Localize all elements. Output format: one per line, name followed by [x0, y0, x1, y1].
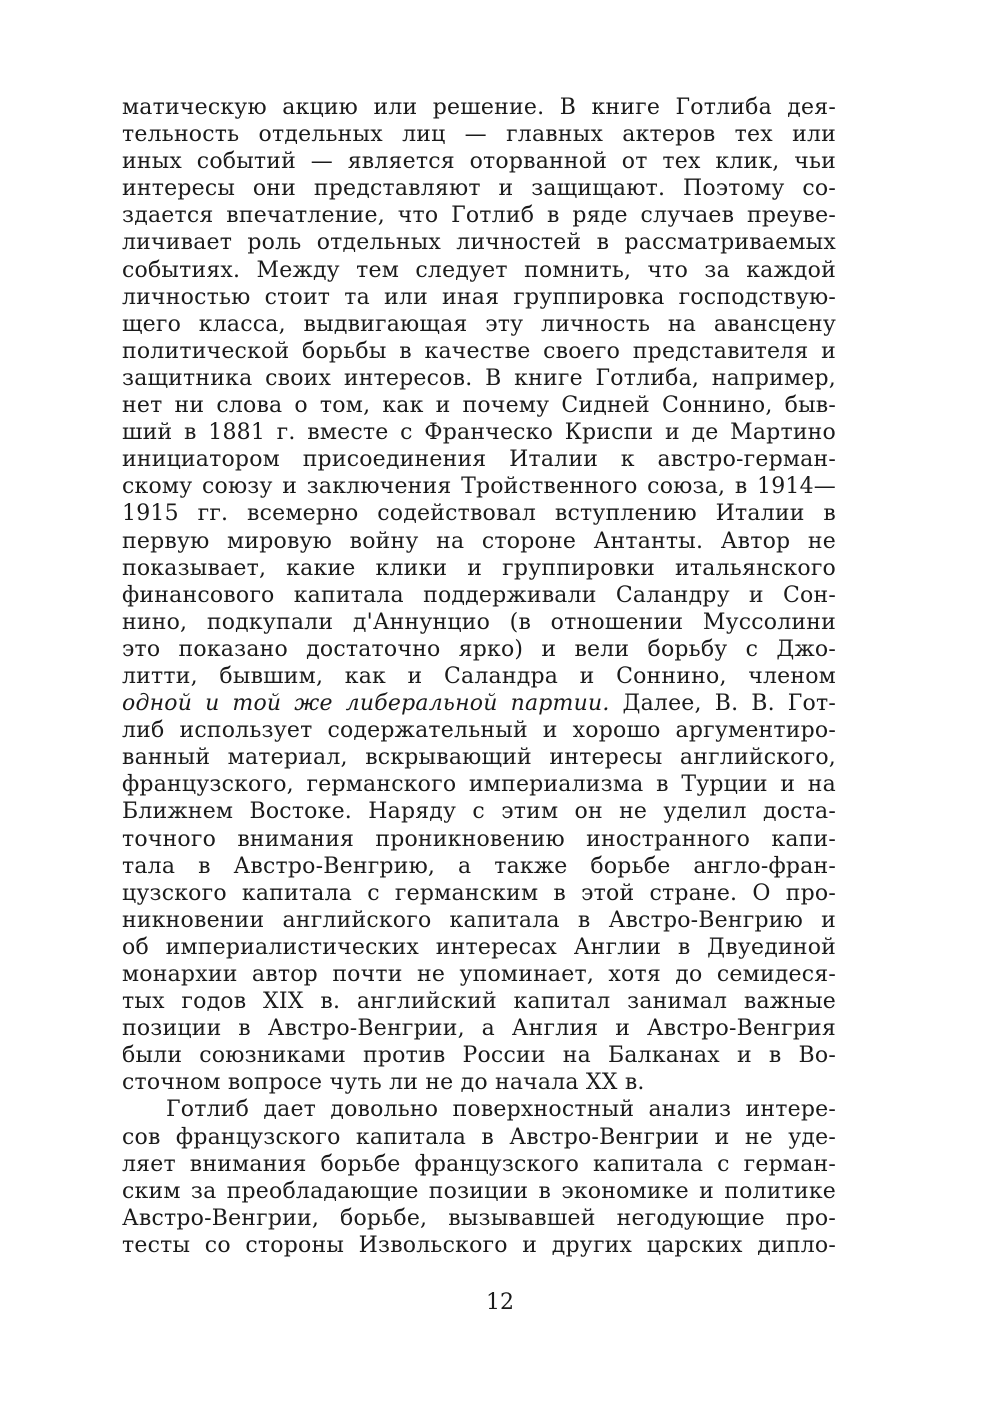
text-line: интересы они представляют и защищают. Поэтому со-	[122, 176, 836, 202]
text-line: нет ни слова о том, как и почему Сидней Соннино, быв-	[122, 393, 836, 419]
text-line: финансового капитала поддерживали Саландру и Сон-	[122, 582, 836, 608]
text-line: личностью стоит та или иная группировка господствую-	[122, 284, 836, 310]
text-line: Австро-Венгрии, борьбе, вызывавшей негодующие про-	[122, 1205, 836, 1231]
text-line: тала в Австро-Венгрию, а также борьбе англо-фран-	[122, 853, 836, 879]
text-line: Готлиб дает довольно поверхностный анализ интере-	[166, 1097, 836, 1123]
text-line: личивает роль отдельных личностей в рассматриваемых	[122, 230, 836, 256]
text-line: событиях. Между тем следует помнить, что за каждой	[122, 257, 836, 283]
text-line: ший в 1881 г. вместе с Франческо Криспи и де Мартино	[122, 420, 836, 446]
text-line: иных событий — является оторванной от тех клик, чьи	[122, 149, 836, 175]
page-number: 12	[486, 1290, 514, 1315]
text-line: ванный материал, вскрывающий интересы английского,	[122, 745, 836, 771]
italic-emphasis: одной и той же либеральной партии.	[122, 691, 610, 717]
text-line: монархии автор почти не упоминает, хотя до семидеся-	[122, 962, 836, 987]
page-body	[122, 94, 836, 1259]
text-line: ским за преобладающие позиции в экономике и политике	[122, 1178, 836, 1204]
text-line: об империалистических интересах Англии в Двуединой	[122, 934, 836, 960]
paragraph-2	[122, 1096, 836, 1259]
text-line: щего класса, выдвигающая эту личность на авансцену	[122, 311, 836, 337]
text-line: позиции в Австро-Венгрии, а Англия и Австро-Венгрия	[122, 1016, 836, 1042]
text-line-with-italic	[122, 690, 836, 717]
text-line: Ближнем Востоке. Наряду с этим он не уделил доста-	[122, 799, 836, 825]
text-line: скому союзу и заключения Тройственного союза, в 1914—	[122, 474, 836, 500]
text-line: точного внимания проникновению иностранного капи-	[122, 826, 836, 852]
text-line: никновении английского капитала в Австро-Венгрию и	[122, 907, 836, 933]
text-line: нино, подкупали д'Аннунцио (в отношении Муссолини	[122, 609, 836, 635]
text-line: тесты со стороны Извольского и других царских дипло-	[122, 1232, 836, 1258]
text-line: это показано достаточно ярко) и вели борьбу с Джо-	[122, 636, 836, 662]
text-line: французского, германского империализма в Турции и на	[122, 772, 836, 798]
text-line: тых годов XIX в. английский капитал занимал важные	[122, 989, 836, 1015]
text-line: защитника своих интересов. В книге Готлиба, например,	[122, 365, 836, 391]
text-line: здается впечатление, что Готлиб в ряде случаев преуве-	[122, 203, 836, 229]
paragraph-1	[122, 94, 836, 1096]
text-line: тельность отдельных лиц — главных актеров тех или	[122, 122, 836, 148]
text-line: первую мировую войну на стороне Антанты. Автор не	[122, 528, 836, 554]
text-line: политической борьбы в качестве своего представителя и	[122, 338, 836, 364]
text-line: цузского капитала с германским в этой стране. О про-	[122, 880, 836, 906]
text-line: 1915 гг. всемерно содействовал вступлению Италии в	[122, 501, 836, 527]
text-line: были союзниками против России на Балканах и в Во-	[122, 1043, 836, 1069]
text-line: сов французского капитала в Австро-Венгрии и не уде-	[122, 1124, 836, 1150]
text-line: либ использует содержательный и хорошо аргументиро-	[122, 718, 836, 744]
text-line: ляет внимания борьбе французского капитала с герман-	[122, 1151, 836, 1177]
text-line: показывает, какие клики и группировки итальянского	[122, 555, 836, 581]
text-line: инициатором присоединения Италии к австро-герман-	[122, 447, 836, 473]
text-line: сточном вопросе чуть ли не до начала XX в.	[122, 1070, 645, 1096]
text-line: матическую акцию или решение. В книге Готлиба дея-	[122, 95, 836, 120]
text-line: литти, бывшим, как и Саландра и Соннино, членом	[122, 663, 836, 689]
text-fragment: Далее, В. В. Гот-	[609, 691, 836, 717]
